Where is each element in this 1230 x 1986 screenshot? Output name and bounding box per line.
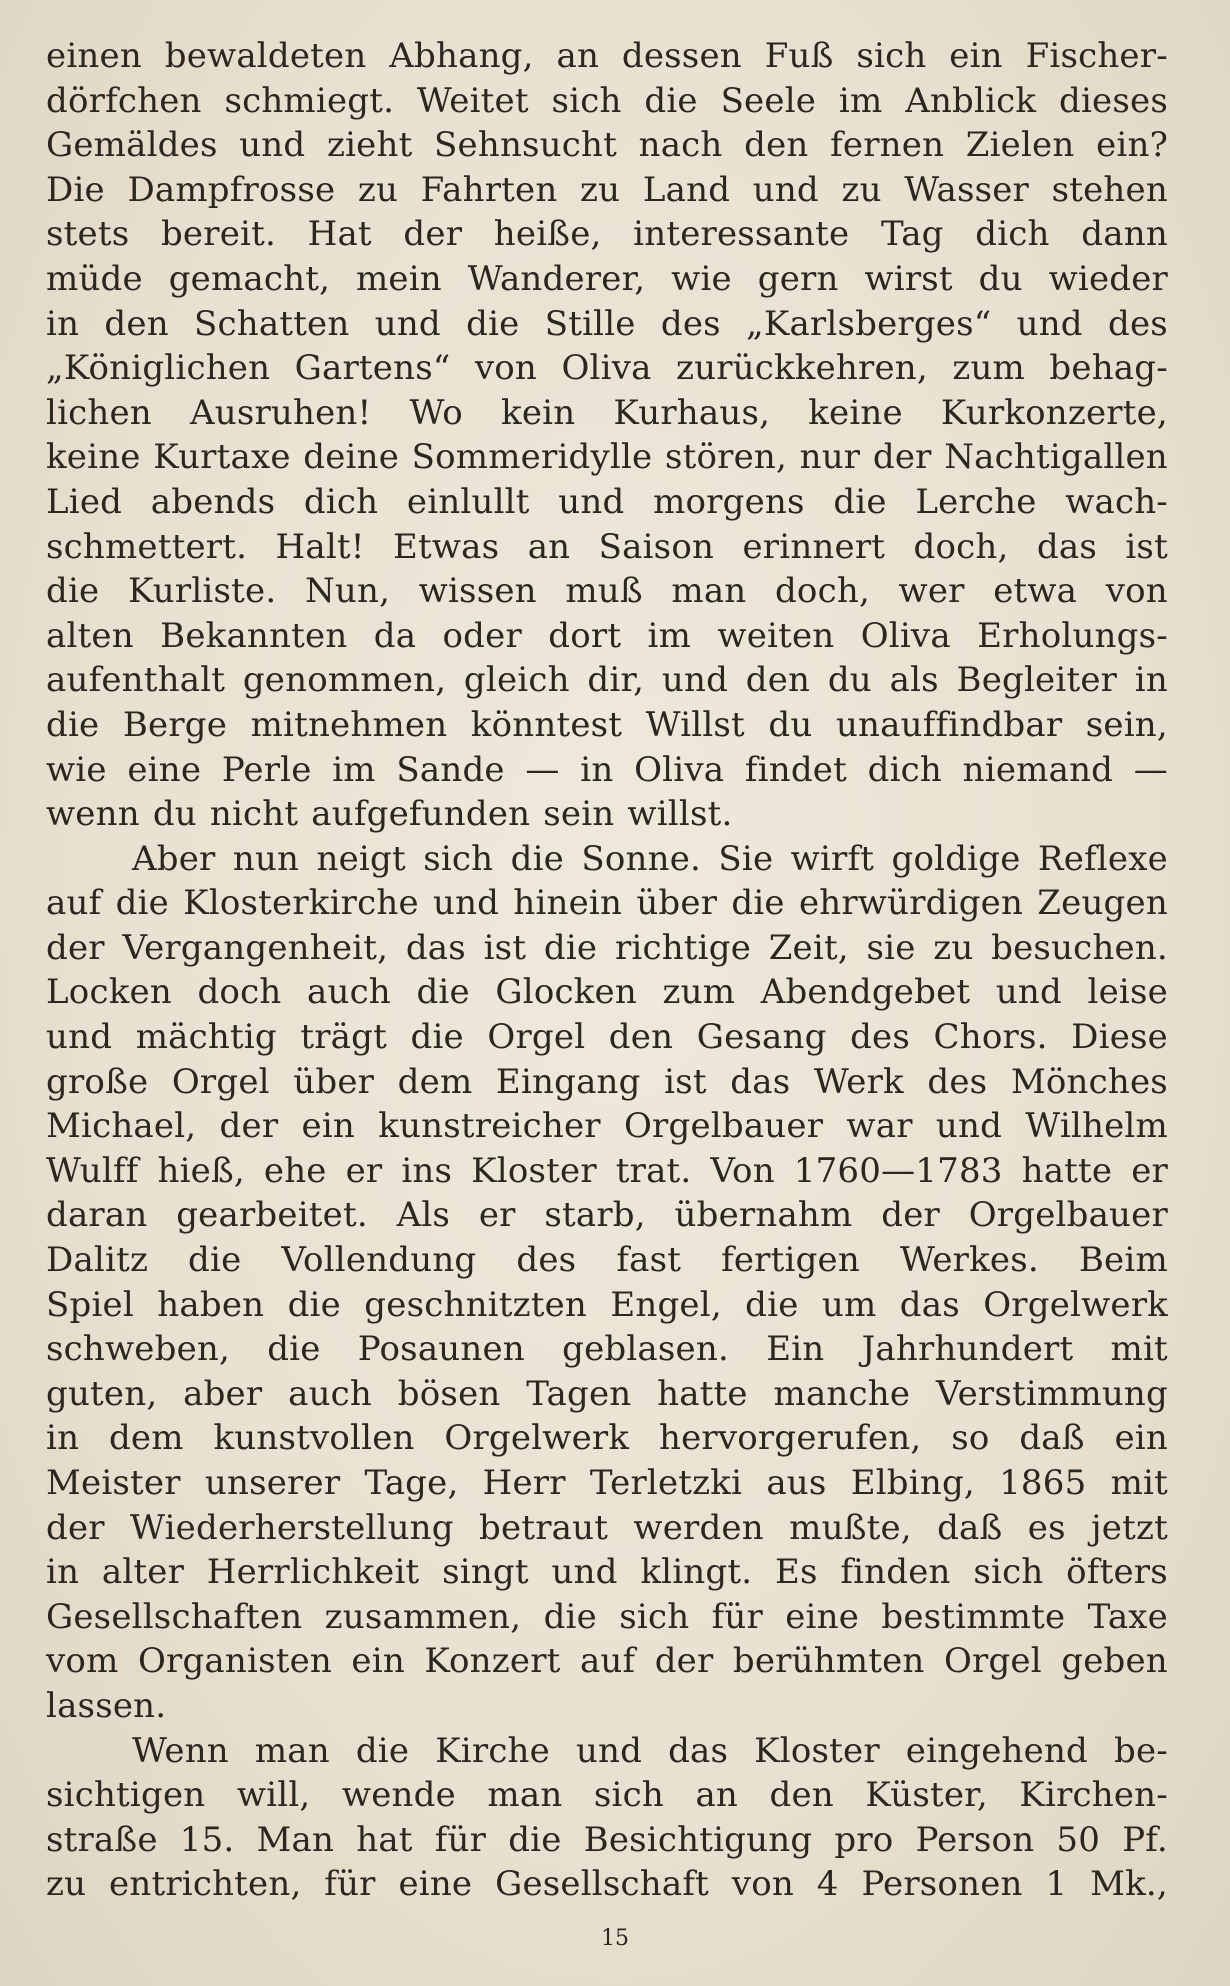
text-line: große Orgel über dem Eingang ist das Werk des Mönches xyxy=(46,1061,1168,1102)
text-line: schweben, die Posaunen geblasen. Ein Jahrhundert mit xyxy=(46,1329,1168,1370)
text-line: Locken doch auch die Glocken zum Abendgebet und leise xyxy=(46,972,1168,1013)
text-line: Aber nun neigt sich die Sonne. Sie wirft goldige Reflexe xyxy=(132,838,1168,879)
text-line: lichen Ausruhen! Wo kein Kurhaus, keine Kurkonzerte, xyxy=(46,392,1168,433)
text-line: zu entrichten, für eine Gesellschaft von 4 Personen 1 Mk., xyxy=(46,1864,1168,1905)
text-line: „Königlichen Gartens“ von Oliva zurückkehren, zum behag- xyxy=(46,348,1168,389)
text-line: straße 15. Man hat für die Besichtigung pro Person 50 Pf. xyxy=(46,1819,1168,1860)
text-line: Dalitz die Vollendung des fast fertigen Werkes. Beim xyxy=(46,1240,1168,1281)
text-line: guten, aber auch bösen Tagen hatte manche Verstimmung xyxy=(46,1373,1168,1414)
text-line: alten Bekannten da oder dort im weiten Oliva Erholungs- xyxy=(46,615,1168,656)
text-line: stets bereit. Hat der heiße, interessante Tag dich dann xyxy=(46,214,1168,255)
text-line: Michael, der ein kunstreicher Orgelbauer war und Wilhelm xyxy=(46,1106,1168,1147)
text-line: und mächtig trägt die Orgel den Gesang des Chors. Diese xyxy=(46,1017,1168,1058)
text-line: die Berge mitnehmen könntest Willst du unauffindbar sein, xyxy=(46,704,1168,745)
text-line: der Vergangenheit, das ist die richtige Zeit, sie zu besuchen. xyxy=(46,927,1168,968)
text-line: aufenthalt genommen, gleich dir, und den du als Begleiter in xyxy=(46,660,1168,701)
text-line: in dem kunstvollen Orgelwerk hervorgerufen, so daß ein xyxy=(46,1418,1168,1459)
text-line: Gemäldes und zieht Sehnsucht nach den fernen Zielen ein? xyxy=(46,125,1168,166)
text-line: Wenn man die Kirche und das Kloster eingehend be- xyxy=(132,1730,1168,1771)
text-line: wie eine Perle im Sande — in Oliva findet dich niemand — xyxy=(46,749,1168,790)
text-line: müde gemacht, mein Wanderer, wie gern wirst du wieder xyxy=(46,258,1168,299)
paragraph xyxy=(46,1729,1168,1907)
text-line: dörfchen schmiegt. Weitet sich die Seele im Anblick dieses xyxy=(46,80,1168,121)
text-line: lassen. xyxy=(46,1685,167,1726)
text-line: Lied abends dich einlullt und morgens die Lerche wach- xyxy=(46,481,1168,522)
text-line: daran gearbeitet. Als er starb, übernahm der Orgelbauer xyxy=(46,1195,1168,1236)
text-line: Meister unserer Tage, Herr Terletzki aus Elbing, 1865 mit xyxy=(46,1463,1168,1503)
text-line: Spiel haben die geschnitzten Engel, die um das Orgelwerk xyxy=(46,1284,1168,1325)
text-line: wenn du nicht aufgefunden sein willst. xyxy=(46,794,733,835)
text-line: auf die Klosterkirche und hinein über die ehrwürdigen Zeugen xyxy=(46,883,1168,924)
text-line: schmettert. Halt! Etwas an Saison erinnert doch, das ist xyxy=(46,526,1168,567)
text-line: vom Organisten ein Konzert auf der berühmten Orgel geben xyxy=(46,1641,1168,1682)
body-text xyxy=(46,34,1168,1907)
text-line: Wulff hieß, ehe er ins Kloster trat. Von 1760—1783 hatte er xyxy=(46,1150,1168,1191)
text-line: Die Dampfrosse zu Fahrten zu Land und zu Wasser stehen xyxy=(46,169,1168,210)
paragraph xyxy=(46,34,1168,837)
text-line: in alter Herrlichkeit singt und klingt. Es finden sich öfters xyxy=(46,1552,1168,1593)
paragraph xyxy=(46,837,1168,1729)
text-line: der Wiederherstellung betraut werden mußte, daß es jetzt xyxy=(46,1507,1168,1548)
page-number: 15 xyxy=(601,1926,629,1951)
text-line: die Kurliste. Nun, wissen muß man doch, wer etwa von xyxy=(46,571,1168,612)
text-line: einen bewaldeten Abhang, an dessen Fuß sich ein Fischer- xyxy=(46,36,1168,76)
text-line: in den Schatten und die Stille des „Karlsberges“ und des xyxy=(46,303,1168,344)
text-line: sichtigen will, wende man sich an den Küster, Kirchen- xyxy=(46,1775,1168,1816)
text-line: keine Kurtaxe deine Sommeridylle stören, nur der Nachtigallen xyxy=(46,437,1168,478)
text-line: Gesellschaften zusammen, die sich für eine bestimmte Taxe xyxy=(46,1596,1168,1637)
